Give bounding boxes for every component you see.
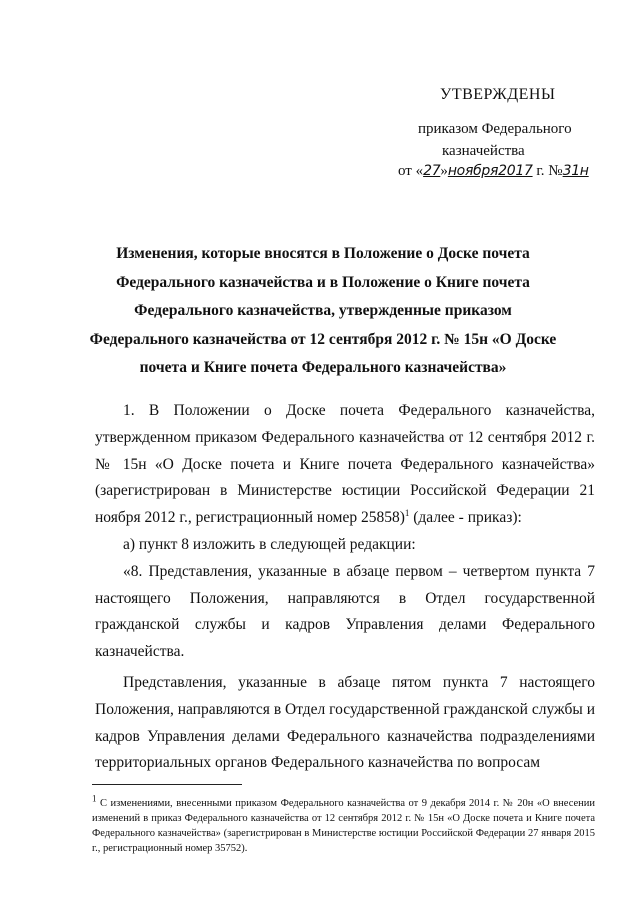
handwritten-month: ноября — [447, 163, 499, 179]
approval-org-line: казначейства — [442, 143, 525, 159]
handwritten-order-number: 31н — [562, 163, 589, 179]
paragraph-4: Представления, указанные в абзаце пятом пункта 7 настоящего Положения, направляются в Отдел государственной гражданской службы и кадров Управления делами Федерального казначейства подразделениями территориальных органов Федерального казначейства по вопросам — [95, 673, 595, 772]
approval-date-line — [398, 163, 589, 180]
paragraph-3: «8. Представления, указанные в абзаце первом – четвертом пункта 7 настоящего Положения, направляются в Отдел государственной гражданской службы и кадров Управления делами Федерального казначейства. — [95, 562, 595, 661]
paragraph-1-tail: (далее - приказ): — [409, 509, 522, 527]
footnote-divider — [92, 784, 242, 785]
footnote-text: С изменениями, внесенными приказом Федерального казначейства от 9 декабря 2014 г. № 20н «О внесении изменений в приказ Федерального казначейства от 12 сентября 2012 г. № 15н «О Доске почета и Книге почета Федерального казначейства» (зарегистрирован в Министерстве юстиции Российской Федерации 27 января 2015 г., регистрационный номер 35752). — [92, 798, 595, 854]
footnote-mark: 1 — [92, 793, 97, 804]
document-title: Изменения, которые вносятся в Положение о Доске почета Федерального казначейства и в Положение о Книге почета Федерального казначейства, утвержденные приказом Федерального казначейства от 12 сентября 2012 г. № 15н «О Доске почета и Книге почета Федерального казначейства» — [89, 245, 557, 376]
handwritten-year: 2017 — [498, 163, 533, 179]
footnote — [92, 793, 595, 856]
paragraph-2: а) пункт 8 изложить в следующей редакции: — [123, 535, 416, 553]
date-prefix: от « — [398, 163, 424, 179]
order-number-prefix: г. № — [532, 163, 563, 179]
document-body — [95, 398, 595, 777]
paragraph-1 — [95, 398, 595, 532]
footnote-reference: 1 — [404, 508, 410, 519]
approval-heading: УТВЕРЖДЕНЫ — [440, 86, 556, 103]
handwritten-day: 27 — [423, 163, 441, 179]
paragraph-1-text: 1. В Положении о Доске почета Федерального казначейства, утвержденном приказом Федерального казначейства от 12 сентября 2012 г. № 15н «О Доске почета и Книге почета Федерального казначейства» (зарегистрирован в Министерстве юстиции Российской Федерации 21 ноября 2012 г., регистрационный номер 25858) — [95, 402, 595, 527]
date-quote: » — [440, 163, 448, 179]
approval-order-line: приказом Федерального — [418, 121, 572, 137]
